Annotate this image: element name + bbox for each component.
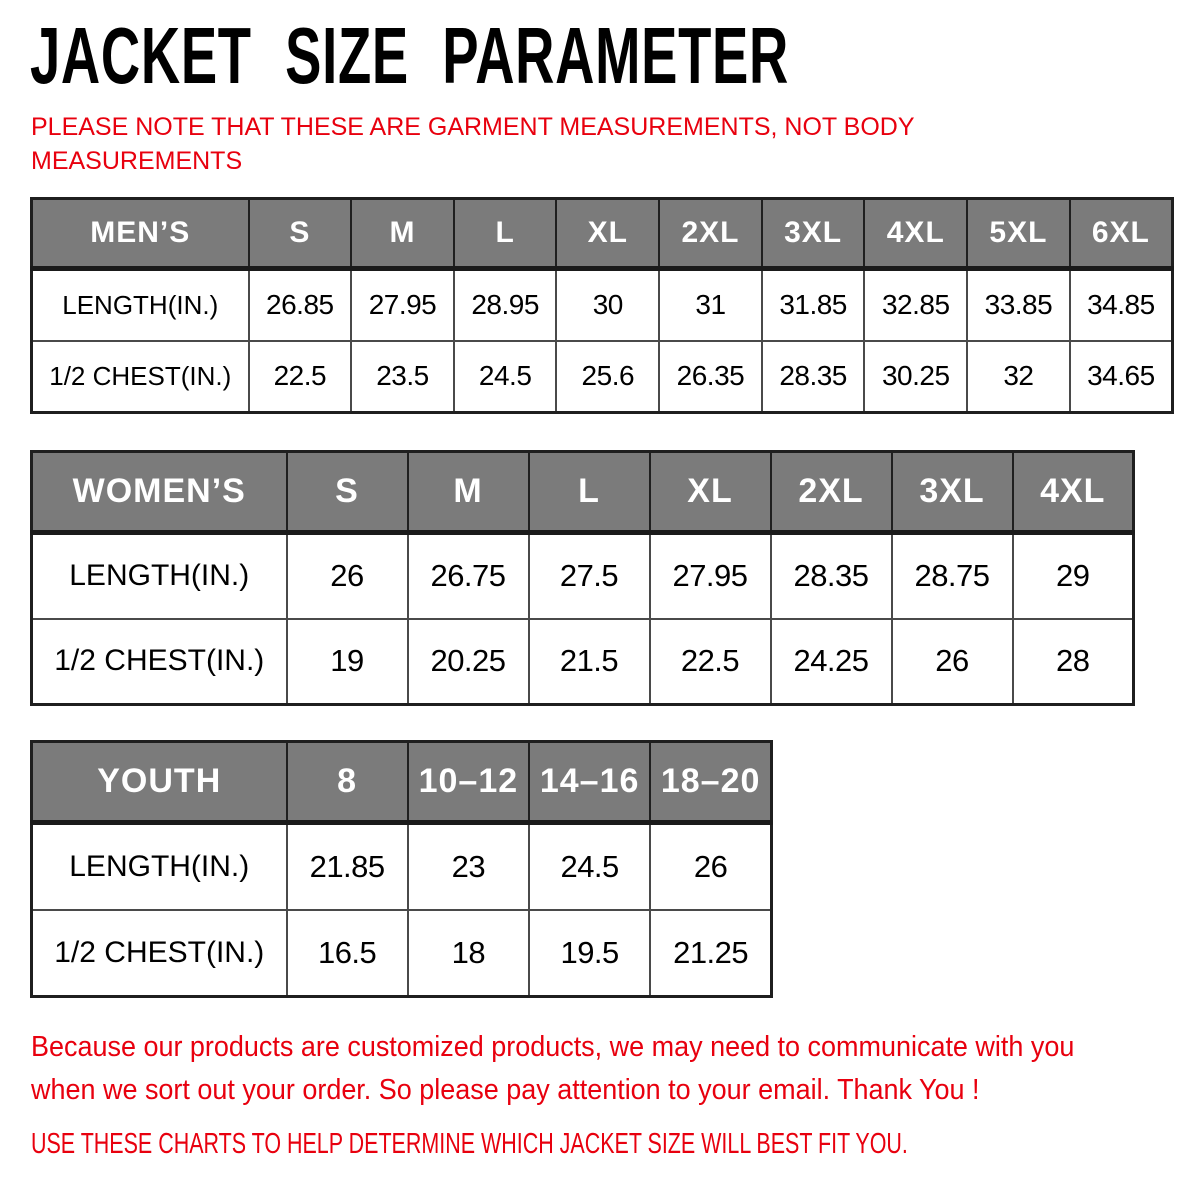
womens-value-cell: 26 <box>892 619 1013 705</box>
mens-size-header: 5XL <box>967 199 1070 269</box>
text-line: MEASUREMENTS <box>31 147 243 175</box>
youth-value-cell: 19.5 <box>529 910 650 997</box>
womens-measure-row <box>32 533 1134 619</box>
youth-value-cell: 24.5 <box>529 823 650 910</box>
mens-table-title: MEN’S <box>32 199 249 269</box>
womens-size-header: 2XL <box>771 452 892 533</box>
mens-value-cell: 25.6 <box>556 341 659 413</box>
customization-notice <box>31 1026 1153 1112</box>
mens-measure-row <box>32 269 1173 341</box>
mens-value-cell: 22.5 <box>249 341 352 413</box>
youth-value-cell: 21.25 <box>650 910 771 997</box>
mens-size-table <box>30 197 1174 414</box>
youth-value-cell: 18 <box>408 910 529 997</box>
youth-table-title: YOUTH <box>32 742 287 823</box>
youth-size-header: 18–20 <box>650 742 771 823</box>
mens-size-header: 6XL <box>1070 199 1173 269</box>
mens-value-cell: 32.85 <box>864 269 967 341</box>
mens-size-header: M <box>351 199 454 269</box>
womens-value-cell: 21.5 <box>529 619 650 705</box>
womens-size-header: L <box>529 452 650 533</box>
mens-size-header: XL <box>556 199 659 269</box>
mens-value-cell: 23.5 <box>351 341 454 413</box>
mens-value-cell: 34.85 <box>1070 269 1173 341</box>
mens-value-cell: 27.95 <box>351 269 454 341</box>
chart-usage-instruction: USE THESE CHARTS TO HELP DETERMINE WHICH JACKET SIZE WILL BEST FIT YOU. <box>31 1128 908 1160</box>
youth-value-cell: 16.5 <box>287 910 408 997</box>
youth-value-cell: 21.85 <box>287 823 408 910</box>
womens-measure-label: LENGTH(IN.) <box>32 533 287 619</box>
mens-value-cell: 30 <box>556 269 659 341</box>
youth-size-header: 8 <box>287 742 408 823</box>
womens-header-row <box>32 452 1134 533</box>
garment-measurement-note <box>31 110 915 178</box>
womens-measure-label: 1/2 CHEST(IN.) <box>32 619 287 705</box>
womens-size-header: 4XL <box>1013 452 1134 533</box>
mens-measure-label: LENGTH(IN.) <box>32 269 249 341</box>
mens-size-header: S <box>249 199 352 269</box>
womens-table-title: WOMEN’S <box>32 452 287 533</box>
womens-value-cell: 19 <box>287 619 408 705</box>
mens-measure-row <box>32 341 1173 413</box>
mens-value-cell: 24.5 <box>454 341 557 413</box>
youth-measure-row <box>32 910 772 997</box>
womens-size-header: S <box>287 452 408 533</box>
womens-value-cell: 26.75 <box>408 533 529 619</box>
mens-value-cell: 34.65 <box>1070 341 1173 413</box>
text-line: when we sort out your order. So please pay attention to your email. Thank You ! <box>31 1074 980 1106</box>
mens-value-cell: 30.25 <box>864 341 967 413</box>
mens-value-cell: 28.35 <box>762 341 865 413</box>
womens-measure-row <box>32 619 1134 705</box>
youth-value-cell: 26 <box>650 823 771 910</box>
mens-size-header: 3XL <box>762 199 865 269</box>
mens-value-cell: 28.95 <box>454 269 557 341</box>
womens-value-cell: 24.25 <box>771 619 892 705</box>
youth-size-header: 14–16 <box>529 742 650 823</box>
mens-measure-label: 1/2 CHEST(IN.) <box>32 341 249 413</box>
womens-value-cell: 29 <box>1013 533 1134 619</box>
womens-value-cell: 22.5 <box>650 619 771 705</box>
womens-value-cell: 26 <box>287 533 408 619</box>
womens-value-cell: 28.35 <box>771 533 892 619</box>
womens-size-header: 3XL <box>892 452 1013 533</box>
mens-value-cell: 31 <box>659 269 762 341</box>
womens-size-header: XL <box>650 452 771 533</box>
youth-header-row <box>32 742 772 823</box>
mens-value-cell: 26.35 <box>659 341 762 413</box>
womens-value-cell: 27.95 <box>650 533 771 619</box>
text-line: Because our products are customized products, we may need to communicate with you <box>31 1031 1075 1063</box>
womens-size-table <box>30 450 1135 706</box>
youth-value-cell: 23 <box>408 823 529 910</box>
mens-value-cell: 33.85 <box>967 269 1070 341</box>
mens-value-cell: 26.85 <box>249 269 352 341</box>
youth-measure-row <box>32 823 772 910</box>
mens-header-row <box>32 199 1173 269</box>
youth-measure-label: 1/2 CHEST(IN.) <box>32 910 287 997</box>
womens-value-cell: 28 <box>1013 619 1134 705</box>
text-line: PLEASE NOTE THAT THESE ARE GARMENT MEASUREMENTS, NOT BODY <box>31 113 915 141</box>
womens-value-cell: 20.25 <box>408 619 529 705</box>
youth-size-table <box>30 740 773 998</box>
womens-value-cell: 28.75 <box>892 533 1013 619</box>
youth-measure-label: LENGTH(IN.) <box>32 823 287 910</box>
mens-size-header: L <box>454 199 557 269</box>
page-title: JACKET SIZE PARAMETER <box>30 11 789 100</box>
youth-size-header: 10–12 <box>408 742 529 823</box>
womens-value-cell: 27.5 <box>529 533 650 619</box>
mens-size-header: 2XL <box>659 199 762 269</box>
mens-value-cell: 31.85 <box>762 269 865 341</box>
womens-size-header: M <box>408 452 529 533</box>
mens-size-header: 4XL <box>864 199 967 269</box>
mens-value-cell: 32 <box>967 341 1070 413</box>
